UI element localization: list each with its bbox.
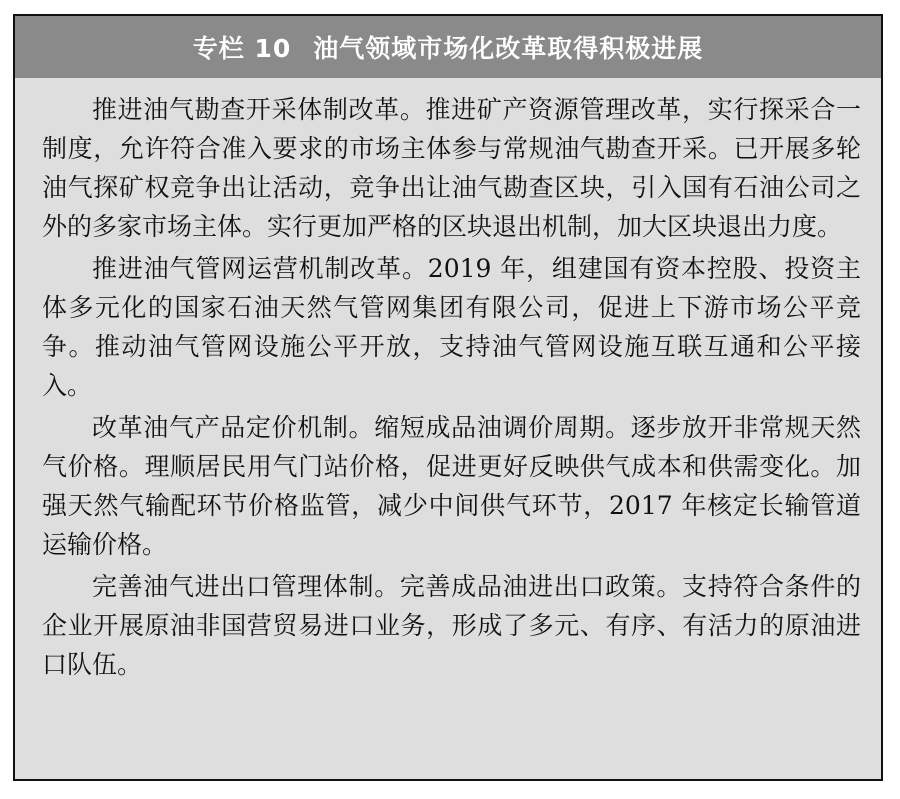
paragraph-pricing-reform: 改革油气产品定价机制。缩短成品油调价周期。逐步放开非常规天然气价格。理顺居民用气门站价格，促进更好反映供气成本和供需变化。加强天然气输配环节价格监管，减少中间供气环节，2017 年核定长输管道运输价格。 [42,413,861,559]
column-header [15,16,881,78]
paragraph-exploration-reform: 推进油气勘查开采体制改革。推进矿产资源管理改革，实行探采合一制度，允许符合准入要求的市场主体参与常规油气勘查开采。已开展多轮油气探矿权竞争出让活动，竞争出让油气勘查区块，引入国有石油公司之外的多家市场主体。实行更加严格的区块退出机制，加大区块退出力度。 [42,95,861,241]
column-number: 专栏 10 [192,34,292,63]
column-box [13,14,883,781]
paragraph-import-export-reform: 完善油气进出口管理体制。完善成品油进出口政策。支持符合条件的企业开展原油非国营贸易进口业务，形成了多元、有序、有活力的原油进口队伍。 [42,572,861,679]
column-title: 油气领域市场化改革取得积极进展 [313,34,704,63]
paragraph-pipeline-reform: 推进油气管网运营机制改革。2019 年，组建国有资本控股、投资主体多元化的国家石油天然气管网集团有限公司，促进上下游市场公平竞争。推动油气管网设施公平开放，支持油气管网设施互联互通和公平接入。 [42,254,861,400]
column-body [15,78,881,684]
